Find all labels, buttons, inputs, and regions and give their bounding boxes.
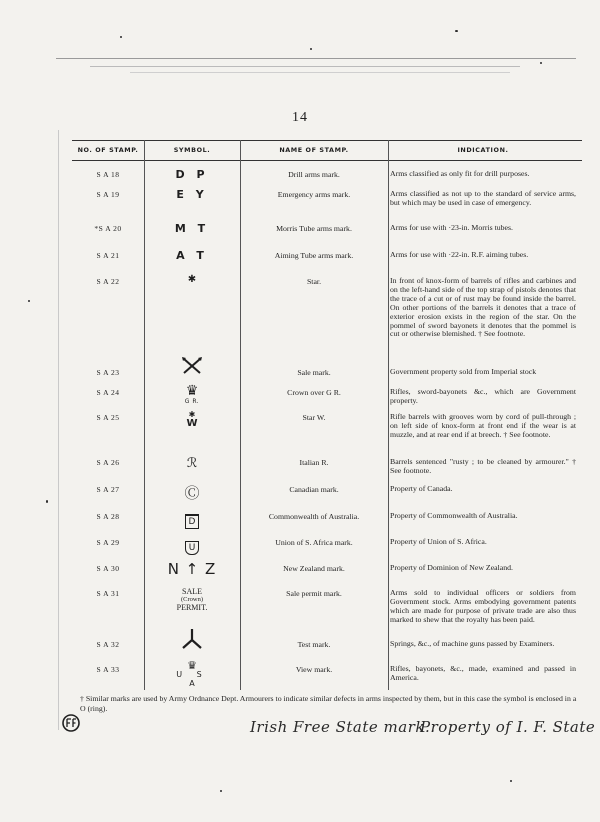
stamp-indication: Arms for use with ·22-in. R.F. aiming tubes.	[390, 250, 529, 259]
broad-arrow-icon	[181, 628, 203, 650]
stamp-number: S A 31	[96, 589, 120, 598]
scan-speck	[220, 790, 222, 792]
scan-speck	[540, 62, 542, 64]
stamp-number: *S A 20	[94, 224, 122, 233]
stamp-number: S A 28	[96, 512, 120, 521]
stamp-number: S A 19	[96, 190, 120, 199]
stamp-number: S A 25	[96, 413, 120, 422]
scan-rule	[90, 66, 520, 67]
stamp-symbol: A T	[176, 249, 208, 262]
symbol-line: SALE	[182, 587, 202, 596]
stamp-name: Crown over G R.	[287, 388, 341, 397]
stamp-indication: Arms for use with ·23-in. Morris tubes.	[390, 223, 514, 232]
scan-rule	[56, 58, 576, 59]
star-w-symbol	[144, 410, 240, 429]
symbol-caption: G R.	[184, 398, 200, 405]
stamp-indication: Barrels sentenced "rusty ; to be cleaned by armourer." † See footnote.	[390, 457, 576, 475]
stamp-number: S A 18	[96, 170, 120, 179]
sale-permit-symbol	[144, 588, 240, 612]
column-divider	[388, 140, 389, 690]
stamp-name: Italian R.	[299, 458, 329, 467]
crossed-arrows-icon	[180, 356, 204, 376]
scan-speck	[28, 300, 30, 302]
symbol-caption: W	[186, 418, 198, 429]
crown-icon: ♛	[187, 659, 197, 672]
stamp-indication: Arms classified as not up to the standard of service arms, but which may be used in case of emergency.	[390, 189, 576, 207]
stamp-symbol: E Y	[176, 188, 208, 201]
stamp-name: Emergency arms mark.	[277, 190, 351, 199]
symbol-line: PERMIT.	[176, 603, 208, 612]
stamp-indication: Government property sold from Imperial stock	[390, 367, 537, 376]
footnote: † Similar marks are used by Army Ordnance Dept. Armourers to indicate similar defects in arms inspected by them, but in this case the symbol is enclosed in a O (ring).	[80, 694, 577, 713]
stamp-indication: Arms sold to individual officers or soldiers from Government stock. Arms embodying government patents which are made for purpose of private trade are also thus marked to shew that the royalty has been paid.	[390, 588, 576, 624]
header-name: NAME OF STAMP.	[279, 146, 349, 154]
stamp-indication: Property of Union of S. Africa.	[390, 537, 487, 546]
australia-symbol	[144, 509, 240, 529]
stamp-name: Canadian mark.	[289, 485, 339, 494]
stamp-number: S A 23	[96, 368, 120, 377]
stamp-number: S A 32	[96, 640, 120, 649]
stamp-name: View mark.	[295, 665, 333, 674]
view-mark-symbol	[144, 661, 240, 688]
stamp-number: S A 29	[96, 538, 120, 547]
stamp-name: Aiming Tube arms mark.	[274, 251, 354, 260]
canadian-symbol: Ⓒ	[184, 484, 200, 502]
stamp-number: S A 26	[96, 458, 120, 467]
handwritten-note-left: Irish Free State mark..	[250, 718, 436, 736]
header-symbol: SYMBOL.	[173, 146, 211, 154]
scan-speck	[455, 30, 458, 32]
italian-r-symbol: ℛ	[186, 456, 198, 471]
table-header-rule	[72, 160, 582, 161]
header-indication: INDICATION.	[457, 146, 509, 154]
star-symbol: ✱	[187, 274, 197, 285]
symbol-caption: A	[189, 679, 195, 688]
boxed-u-icon: U	[185, 541, 199, 555]
stamp-indication: Rifle barrels with grooves worn by cord of pull-through ; on left side of knox-form at front end if the wear is at muzzle, and at rear end if at breech. † See footnote.	[390, 412, 576, 439]
stamp-name: Union of S. Africa mark.	[275, 538, 353, 547]
stamp-number: S A 33	[96, 665, 120, 674]
stamp-name: Morris Tube arms mark.	[276, 224, 352, 233]
star-icon: ✱	[188, 410, 196, 419]
stamp-indication: Rifles, sword-bayonets &c., which are Government property.	[390, 387, 576, 405]
stamp-indication: Springs, &c., of machine guns passed by Examiners.	[390, 639, 555, 648]
scan-speck	[510, 780, 512, 782]
stamp-number: S A 22	[96, 277, 120, 286]
scan-rule	[130, 72, 510, 73]
new-zealand-symbol: N ↑ Z	[167, 560, 217, 578]
stamp-indication: Property of Dominion of New Zealand.	[390, 563, 513, 572]
header-no: NO. OF STAMP.	[77, 146, 139, 154]
stamp-name: Commonwealth of Australia.	[268, 512, 360, 521]
scan-margin-line	[58, 130, 59, 730]
stamp-name: Sale mark.	[297, 368, 331, 377]
stamp-name: Drill arms mark.	[288, 170, 340, 179]
handwritten-note-right: Property of I. F. State	[420, 718, 596, 736]
crown-icon: ♛	[185, 383, 199, 399]
stamp-name: Test mark.	[297, 640, 331, 649]
stamp-indication: Arms classified as only fit for drill purposes.	[390, 169, 530, 178]
stamps-table	[72, 140, 582, 690]
stamp-symbol: M T	[174, 222, 210, 235]
test-symbol	[144, 628, 240, 654]
symbol-caption: U S	[176, 670, 208, 679]
stamp-number: S A 27	[96, 485, 120, 494]
crown-gr-symbol	[144, 385, 240, 405]
stamp-number: S A 21	[96, 251, 120, 260]
scan-speck	[310, 48, 312, 50]
scan-speck	[120, 36, 122, 38]
stamp-number: S A 30	[96, 564, 120, 573]
sale-arrows-symbol	[144, 356, 240, 380]
stamp-indication: Property of Canada.	[390, 484, 453, 493]
stamp-number: S A 24	[96, 388, 120, 397]
page-number: 14	[292, 110, 308, 125]
stamp-name: Star W.	[302, 413, 326, 422]
stamp-indication: Rifles, bayonets, &c., made, examined and passed in America.	[390, 664, 576, 682]
table-top-rule	[72, 140, 582, 141]
south-africa-symbol	[144, 535, 240, 555]
scan-speck	[46, 500, 48, 503]
stamp-indication: In front of knox-form of barrels of rifles and carbines and on the left-hand side of the top strap of pistols denotes that the trace of a cut or of rust may be found inside the barrel. On other portions of the barrels it denotes that a trace of exterior erosion exists in the region of the star. On the pommel of sword bayonets it denotes that the pommel is cut or otherwise blemished. † See footnote.	[390, 276, 576, 339]
stamp-symbol: D P	[175, 168, 209, 181]
stamp-name: Star.	[306, 277, 322, 286]
stamp-name: Sale permit mark.	[286, 589, 342, 598]
stamp-name: New Zealand mark.	[283, 564, 345, 573]
symbol-line: (Crown)	[180, 596, 204, 603]
stamp-indication: Property of Commonwealth of Australia.	[390, 511, 518, 520]
irish-free-state-stamp-icon	[62, 714, 80, 732]
boxed-d-icon: D	[185, 514, 199, 529]
